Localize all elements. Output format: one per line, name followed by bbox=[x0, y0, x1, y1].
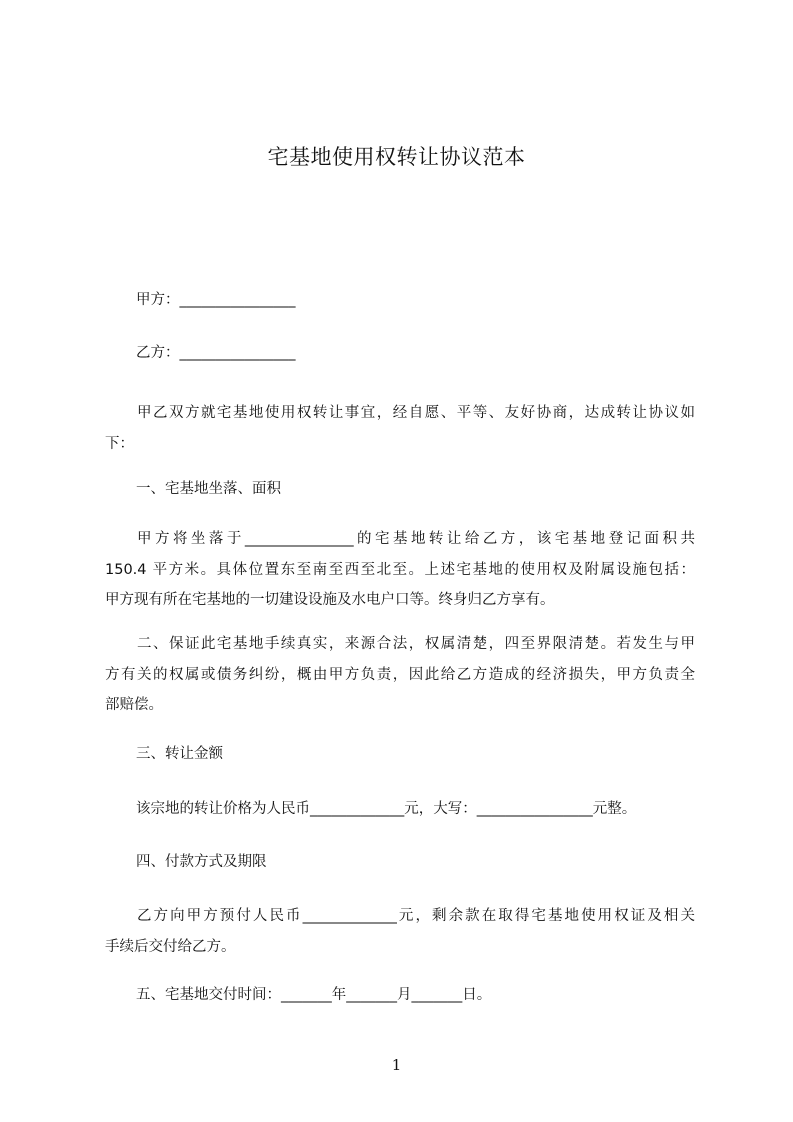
section-2-paragraph bbox=[105, 634, 695, 726]
party-a-line: 甲方：________________ bbox=[136, 292, 296, 308]
section-4-line-1: 乙方向甲方预付人民币_____________元，剩余款在取得宅基地使用权证及相关 bbox=[137, 908, 695, 924]
section-2-line-3: 部赔偿。 bbox=[105, 697, 163, 713]
section-1-line-2: 150.4 平方米。具体位置东至南至西至北至。上述宅基地的使用权及附属设施包括： bbox=[105, 561, 695, 578]
page-number: 1 bbox=[391, 1056, 402, 1074]
party-b-line: 乙方：________________ bbox=[136, 345, 296, 361]
document-title: 宅基地使用权转让协议范本 bbox=[267, 145, 526, 169]
section-4-heading: 四、付款方式及期限 bbox=[136, 854, 267, 870]
section-1-line-3: 甲方现有所在宅基地的一切建设设施及水电户口等。终身归乙方享有。 bbox=[105, 592, 555, 608]
section-2-line-1: 二、保证此宅基地手续真实，来源合法，权属清楚，四至界限清楚。若发生与甲 bbox=[137, 636, 695, 652]
section-3-heading: 三、转让金额 bbox=[136, 746, 223, 762]
section-1-paragraph bbox=[105, 529, 695, 621]
section-1-heading: 一、宅基地坐落、面积 bbox=[136, 481, 281, 497]
section-5-line: 五、宅基地交付时间：_______年_______月_______日。 bbox=[136, 987, 492, 1003]
section-4-paragraph bbox=[105, 906, 695, 967]
section-1-line-1: 甲方将坐落于_______________的宅基地转让给乙方，该宅基地登记面积共 bbox=[137, 531, 695, 547]
intro-paragraph bbox=[105, 403, 695, 464]
intro-line-1: 甲乙双方就宅基地使用权转让事宜，经自愿、平等、友好协商，达成转让协议如 bbox=[137, 405, 695, 421]
section-2-line-2: 方有关的权属或债务纠纷，概由甲方负责，因此给乙方造成的经济损失，甲方负责全 bbox=[105, 666, 695, 683]
section-4-line-2: 手续后交付给乙方。 bbox=[105, 938, 236, 955]
section-3-price-line: 该宗地的转让价格为人民币_____________元，大写：________________元整。 bbox=[136, 801, 637, 817]
intro-line-2: 下： bbox=[105, 435, 134, 452]
